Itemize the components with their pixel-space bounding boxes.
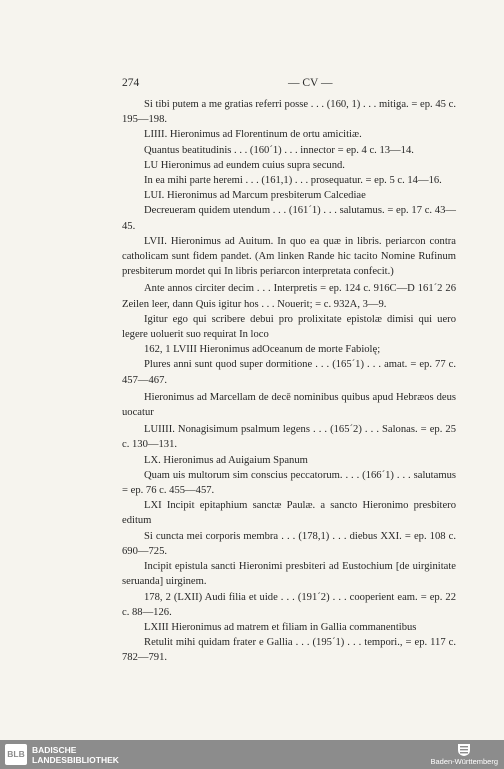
catalog-entry: Ante annos circiter decim . . . Interpretis = ep. 124 c. 916C—D 161´2 26 Zeilen leer, dann Quis igitur hos . . . Nouerit; = c. 932A, 3—9. — [122, 283, 456, 310]
footer-bar — [0, 740, 504, 769]
catalog-entry: Retulit mihi quidam frater e Gallia . . . (195´1) . . . tempori., = ep. 117 c. 782—791. — [122, 637, 456, 664]
catalog-entry: LXI Incipit epitaphium sanctæ Paulæ. a sancto Hieronimo presbitero editum — [122, 500, 456, 527]
catalog-entry: LX. Hieronimus ad Auigaium Spanum — [144, 454, 308, 466]
catalog-entry: LVII. Hieronimus ad Auitum. In quo ea quæ in libris. periarcon contra catholicam sunt fidem pandet. (Am linken Rande hic tacito Nomine Rufinum presbiterum mordet qui In libris periarcon interpretata confecit.) — [122, 235, 456, 278]
catalog-entry: Quam uis multorum sim conscius peccatorum. . . . (166´1) . . . salutamus = ep. 76 c. 455—457. — [122, 469, 456, 497]
catalog-entry: LUI. Hieronimus ad Marcum presbiterum Calcediae — [144, 190, 366, 202]
catalog-entry: Hieronimus ad Marcellam de decē nominibus quibus apud Hebræos deus uocatur — [122, 391, 456, 419]
catalog-entry: LUIIII. Nonagisimum psalmum legens . . . (165´2) . . . Salonas. = ep. 25 c. 130—131. — [122, 424, 456, 451]
catalog-entry: Si cuncta mei corporis membra . . . (178,1) . . . diebus XXI. = ep. 108 c. 690—725. — [122, 530, 456, 557]
catalog-entry: LXIII Hieronimus ad matrem et filiam in Gallia commanentibus — [144, 621, 417, 633]
catalog-entry: LIIII. Hieronimus ad Florentinum de ortu amicitiæ. — [144, 129, 362, 141]
catalog-entry: 178, 2 (LXII) Audi filia et uide . . . (191´2) . . . cooperient eam. = ep. 22 c. 88—126. — [122, 591, 456, 618]
library-name-line1: BADISCHE — [32, 745, 77, 755]
library-name-line2: LANDESBIBLIOTHEK — [32, 755, 119, 765]
catalog-entry: Si tibi putem a me gratias referri posse . . . (160, 1) . . . mitiga. = ep. 45 c. 195—198. — [122, 99, 456, 126]
catalog-entry: Igitur ego qui scribere debui pro prolixitate epistolæ dimisi qui uero legere uoluerit suo requirat In loco — [122, 313, 456, 341]
document-body — [122, 97, 456, 666]
library-name[interactable] — [32, 745, 119, 765]
catalog-entry: Plures anni sunt quod super dormitione . . . (165´1) . . . amat. = ep. 77 c. 457—467. — [122, 359, 456, 386]
catalog-entry: LU Hieronimus ad eundem cuius supra secund. — [144, 159, 345, 171]
partner-label[interactable]: Baden-Württemberg — [430, 757, 498, 766]
library-logo[interactable]: BLB — [5, 744, 27, 765]
page-number: 274 — [122, 77, 140, 89]
coat-of-arms-icon — [456, 742, 472, 757]
catalog-entry: Decreueram quidem utendum . . . (161´1) . . . salutamus. = ep. 17 c. 43—45. — [122, 205, 456, 232]
catalog-entry: In ea mihi parte heremi . . . (161,1) . . . prosequatur. = ep. 5 c. 14—16. — [144, 175, 442, 187]
catalog-entry: Quantus beatitudinis . . . (160´1) . . . innector = ep. 4 c. 13—14. — [144, 144, 414, 156]
catalog-entry: 162, 1 LVIII Hieronimus adOceanum de morte Fabiolę; — [144, 344, 381, 356]
page-signature: — CV — — [288, 77, 333, 89]
catalog-entry: Incipit epistula sancti Hieronimi presbiteri ad Eustochium [de uirginitate seruanda] uirginem. — [122, 561, 456, 588]
